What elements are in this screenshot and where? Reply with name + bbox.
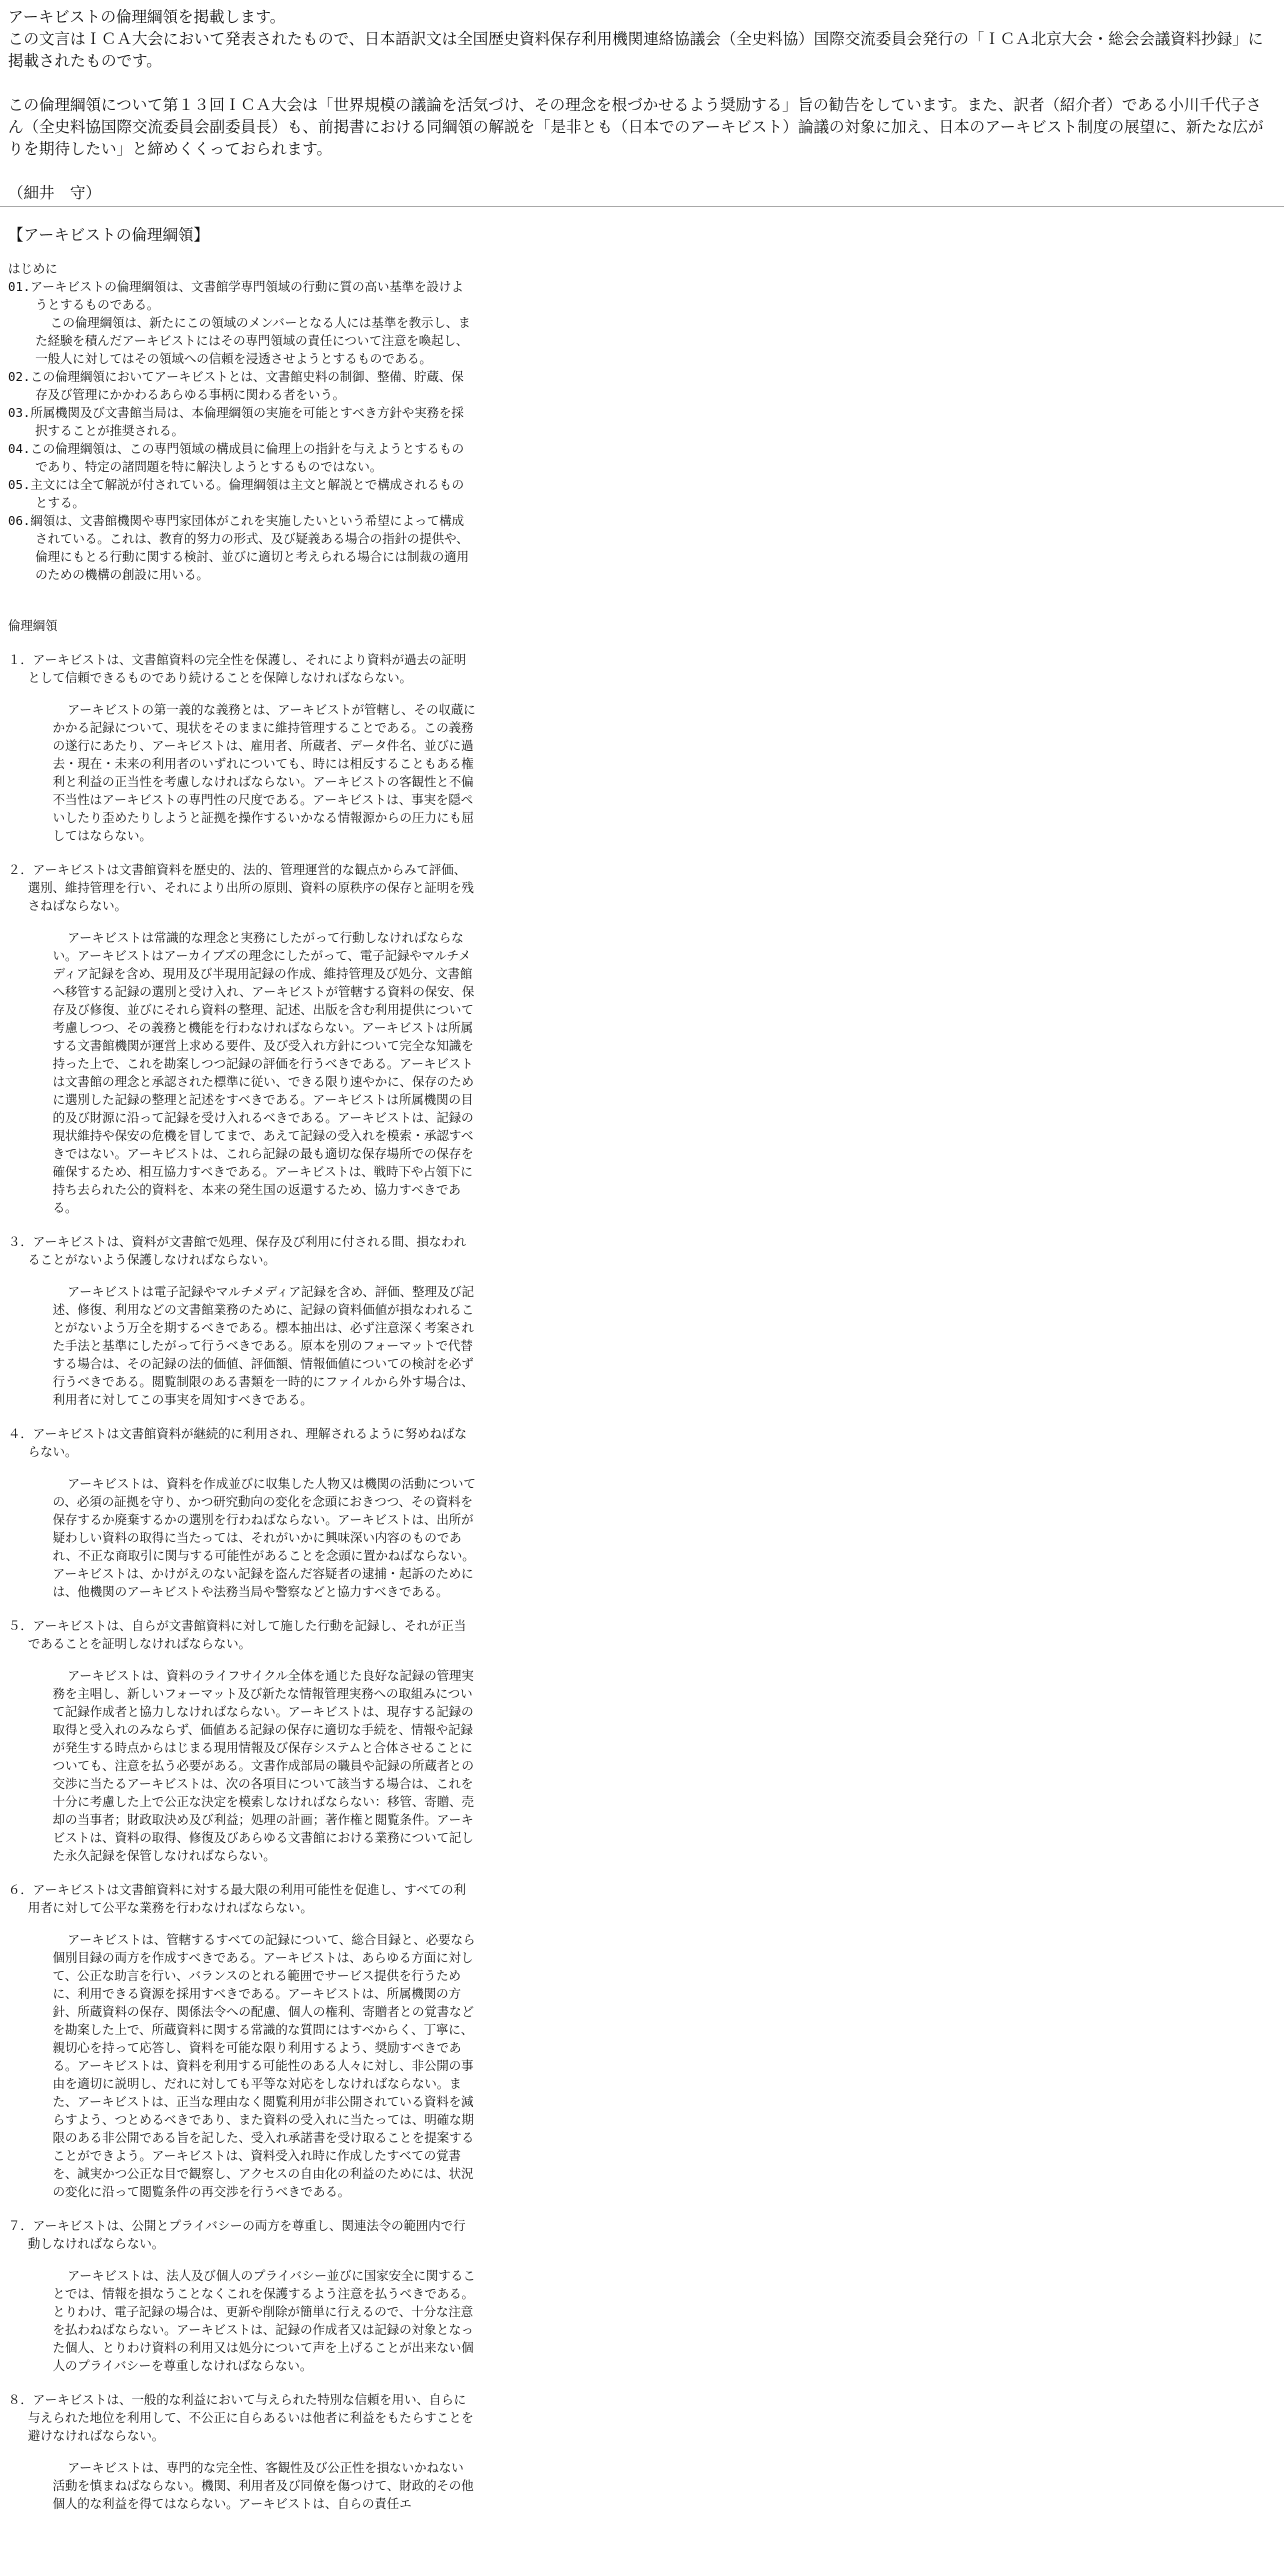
preface-item-text: 綱領は、文書館機関や専門家団体がこれを実施したいという希望によって構成されている。これは、教育的努力の形式、及び疑義ある場合の指針の提供や、倫理にもとる行動に関する検討、並びに適切と考えられる場合には制裁の適用のための機構の創設に用いる。 [30,513,469,582]
preface-item-number: 02. [8,369,31,384]
principle-number: １． [8,652,33,667]
principle-commentary: アーキビストは、専門的な完全性、客観性及び公正性を損ないかねない活動を慎まねばならない。機関、利用者及び同僚を傷つけて、財政的その他個人的な利益を得てはならない。アーキビストは、自らの責任エ [52,2460,474,2511]
principle-title: アーキビストは文書館資料に対する最大限の利用可能性を促進し、すべての利用者に対して公平な業務を行わなければならない。 [27,1882,466,1915]
preface-item-3 [8,404,476,440]
horizontal-rule [0,206,1284,207]
principle-number: ８． [8,2392,33,2407]
preface-item-text: この倫理綱領においてアーキビストとは、文書館史料の制御、整備、貯蔵、保存及び管理にかかわるあらゆる事柄に関わる者をいう。 [30,369,464,402]
principle-number: ３． [8,1234,33,1249]
principle-3 [8,1233,476,1409]
principle-number: ６． [8,1882,33,1897]
intro-line-1: アーキビストの倫理綱領を掲載します。 [8,8,286,26]
intro-section [8,6,1276,226]
principle-commentary: アーキビストは電子記録やマルチメディア記録を含め、評価、整理及び記述、修復、利用などの文書館業務のために、記録の資料価値が損なわれることがないよう万全を期するべきである。標本抽出は、必ず注意深く考案された手法と基準にしたがって行うべきである。原本を別のフォーマットで代替する場合は、その記録の法的価値、評価額、情報価値についての検討を必ず行うべきである。閲覧制限のある書類を一時的にファイルから外す場合は、利用者に対してこの事実を周知すべきである。 [52,1284,475,1407]
principle-title: アーキビストは、公開とプライバシーの両方を尊重し、関連法令の範囲内で行動しなければならない。 [27,2218,466,2251]
principle-1 [8,651,476,845]
principle-title: アーキビストは、自らが文書館資料に対して施した行動を記録し、それが正当であることを証明しなければならない。 [27,1618,467,1651]
code-of-ethics-body [8,260,476,2529]
principle-4 [8,1425,476,1601]
preface-item-4 [8,440,476,476]
preface-item-number: 05. [8,477,31,492]
preface-item-number: 06. [8,513,31,528]
preface-item-1 [8,278,476,368]
principle-commentary: アーキビストは、資料を作成並びに収集した人物又は機関の活動についての、必須の証拠を守り、かつ研究動向の変化を念頭におきつつ、その資料を保存するか廃棄するかの選別を行わねばならない。アーキビストは、出所が疑わしい資料の取得に当たっては、それがいかに興味深い内容のものであれ、不正な商取引に関与する可能性があることを念頭に置かねばならない。アーキビストは、かけがえのない記録を盗んだ容疑者の逮捕・起訴のためには、他機関のアーキビストや法務当局や警察などと協力すべきである。 [52,1476,476,1599]
preface-item-number: 03. [8,405,31,420]
preface-item-text: 主文には全て解説が付されている。倫理綱領は主文と解説とで構成されるものとする。 [30,477,465,510]
principle-title: アーキビストは文書館資料が継続的に利用され、理解されるように努めねばならない。 [27,1426,467,1459]
preface-item-2 [8,368,476,404]
principle-6 [8,1881,476,2201]
preface-item-extra: この倫理綱領は、新たにこの領域のメンバーとなる人には基準を教示し、また経験を積んだアーキビストにはその専門領域の責任について注意を喚起し、一般人に対してはその領域への信頼を浸透させようとするものである。 [35,315,471,366]
intro-line-3: この倫理綱領について第１３回ＩＣＡ大会は「世界規模の議論を活気づけ、その理念を根づかせるよう奨励する」旨の勧告をしています。また、訳者（紹介者）である小川千代子さん（全史料協国際交流委員会副委員長）も、前掲書における同綱領の解説を「是非とも（日本でのアーキビスト）論議の対象に加え、日本のアーキビスト制度の展望に、新たな広がりを期待したい」と締めくくっておられます。 [8,96,1264,158]
principle-commentary: アーキビストは、法人及び個人のプライバシー並びに国家安全に関することでは、情報を損なうことなくこれを保護するよう注意を払うべきである。とりわけ、電子記録の場合は、更新や削除が簡単に行えるので、十分な注意を払わねばならない。アーキビストは、記録の作成者又は記録の対象となった個人、とりわけ資料の利用又は処分について声を上げることが出来ない個人のプライバシーを尊重しなければならない。 [52,2268,476,2373]
preface-item-5 [8,476,476,512]
principle-number: ７． [8,2218,33,2233]
principle-commentary: アーキビストの第一義的な義務とは、アーキビストが管轄し、その収蔵にかかる記録について、現状をそのままに維持管理することである。この義務の遂行にあたり、アーキビストは、雇用者、所蔵者、データ件名、並びに過去・現在・未来の利用者のいずれについても、時には相反することもある権利と利益の正当性を考慮しなければならない。アーキビストの客観性と不偏不当性はアーキビストの専門性の尺度である。アーキビストは、事実を隠ぺいしたり歪めたりしようと証拠を操作するいかなる情報源からの圧力にも屈してはならない。 [52,702,476,843]
principle-7 [8,2217,476,2375]
preface-item-text: アーキビストの倫理綱領は、文書館学専門領域の行動に質の高い基準を設けようとするものである。 [30,279,464,312]
preface-item-number: 04. [8,441,31,456]
principle-commentary: アーキビストは、管轄するすべての記録について、総合目録と、必要なら個別目録の両方を作成すべきである。アーキビストは、あらゆる方面に対して、公正な助言を行い、バランスのとれる範囲でサービス提供を行うために、利用できる資源を採用すべきである。アーキビストは、所属機関の方針、所蔵資料の保存、関係法令への配慮、個人の権利、寄贈者との覚書などを勘案した上で、所蔵資料に関する常識的な質問にはすべからく、丁寧に、親切心を持って応答し、資料を可能な限り利用するよう、奨励すべきである。アーキビストは、資料を利用する可能性のある人々に対し、非公開の事由を適切に説明し、だれに対しても平等な対応をしなければならない。また、アーキビストは、正当な理由なく閲覧利用が非公開されている資料を減らすよう、つとめるべきであり、また資料の受入れに当たっては、明確な期限のある非公開である旨を記した、受入れ承諾書を受け取ることを提案することができよう。アーキビストは、資料受入れ時に作成したすべての覚書を、誠実かつ公正な目で観察し、アクセスの自由化の利益のためには、状況の変化に沿って閲覧条件の再交渉を行うべきである。 [52,1932,476,2199]
document-title: 【アーキビストの倫理綱領】 [8,226,210,244]
code-heading: 倫理綱領 [8,618,58,633]
principle-2 [8,861,476,1217]
principle-title: アーキビストは、一般的な利益において与えられた特別な信頼を用い、自らに与えられた地位を利用して、不公正に自らあるいは他者に利益をもたらすことを避けなければならない。 [27,2392,474,2443]
principle-commentary: アーキビストは常識的な理念と実務にしたがって行動しなければならない。アーキビストはアーカイブズの理念にしたがって、電子記録やマルチメディア記録を含め、現用及び半現用記録の作成、維持管理及び処分、文書館へ移管する記録の選別と受け入れ、アーキビストが管轄する資料の保安、保存及び修復、並びにそれら資料の整理、記述、出版を含む利用提供について考慮しつつ、その義務と機能を行わなければならない。アーキビストは所属する文書館機関が運営上求める要件、及び受入れ方針について完全な知識を持った上で、これを勘案しつつ記録の評価を行うべきである。アーキビストは文書館の理念と承認された標準に従い、できる限り速やかに、保存のために選別した記録の整理と記述をすべきである。アーキビストは所属機関の目的及び財源に沿って記録を受け入れるべきである。アーキビストは、記録の現状維持や保安の危機を冒してまで、あえて記録の受入れを模索・承認すべきではない。アーキビストは、これら記録の最も適切な保存場所での保存を確保するため、相互協力すべきである。アーキビストは、戦時下や占領下に持ち去られた公的資料を、本来の発生国の返還するため、協力すべきである。 [52,930,475,1215]
principle-title: アーキビストは文書館資料を歴史的、法的、管理運営的な観点からみて評価、選別、維持管理を行い、それにより出所の原則、資料の原秩序の保存と証明を残さねばならない。 [27,862,474,913]
principle-title: アーキビストは、資料が文書館で処理、保存及び利用に付される間、損なわれることがないよう保護しなければならない。 [27,1234,467,1267]
preface-heading: はじめに [8,261,58,276]
intro-signature: （細井 守） [8,184,102,202]
principle-8 [8,2391,476,2513]
preface-item-number: 01. [8,279,31,294]
principle-number: ２． [8,862,33,877]
principle-5 [8,1617,476,1865]
preface-item-text: この倫理綱領は、この専門領域の構成員に倫理上の指針を与えようとするものであり、特定の諸問題を特に解決しようとするものではない。 [30,441,465,474]
principle-title: アーキビストは、文書館資料の完全性を保護し、それにより資料が過去の証明として信頼できるものであり続けることを保障しなければならない。 [27,652,467,685]
preface-item-6 [8,512,476,584]
principle-number: ５． [8,1618,33,1633]
preface-item-text: 所属機関及び文書館当局は、本倫理綱領の実施を可能とすべき方針や実務を採択することが推奨される。 [30,405,464,438]
principle-commentary: アーキビストは、資料のライフサイクル全体を通じた良好な記録の管理実務を主唱し、新しいフォーマット及び新たな情報管理実務への取組みについて記録作成者と協力しなければならない。アーキビストは、現存する記録の取得と受入れのみならず、価値ある記録の保存に適切な手続を、情報や記録が発生する時点からはじまる現用情報及び保存システムと合体させることについても、注意を払う必要がある。文書作成部局の職員や記録の所蔵者との交渉に当たるアーキビストは、次の各項目について該当する場合は、これを十分に考慮した上で公正な決定を模索しなければならない：移管、寄贈、売却の当事者；財政取決め及び利益；処理の計画；著作権と閲覧条件。アーキビストは、資料の取得、修復及びあらゆる文書館における業務について記した永久記録を保管しなければならない。 [52,1668,474,1863]
principle-number: ４． [8,1426,33,1441]
intro-line-2: この文言はＩＣＡ大会において発表されたもので、日本語訳文は全国歴史資料保存利用機関連絡協議会（全史料協）国際交流委員会発行の「ＩＣＡ北京大会・総会会議資料抄録」に掲載されたものです。 [8,30,1264,70]
